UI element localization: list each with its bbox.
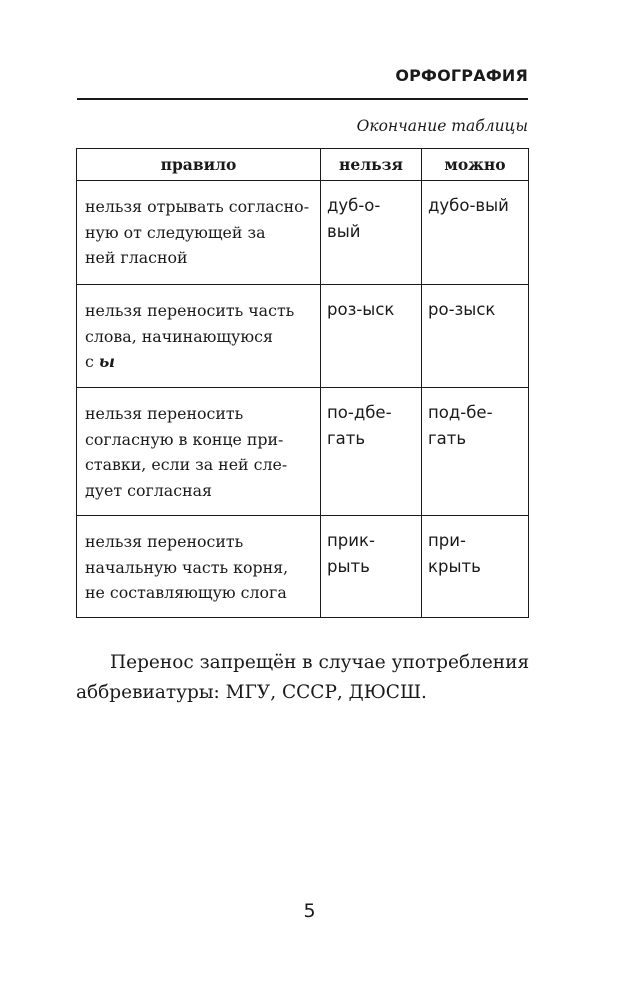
paragraph-line: Перенос запрещён в случае употребления (110, 652, 530, 673)
forbidden-example-line: по-дбе- (327, 403, 392, 422)
forbidden-example-line: вый (327, 222, 361, 241)
spelling-rules-table (76, 148, 529, 618)
table-header-row (77, 149, 529, 181)
allowed-example-line: дубо-вый (428, 196, 509, 215)
rule-text-prefix: с (85, 352, 99, 371)
rule-cell (77, 285, 321, 388)
forbidden-example-line: роз-ыск (327, 300, 395, 319)
section-title: ОРФОГРАФИЯ (395, 66, 528, 85)
rule-text-line: нельзя переносить часть (85, 301, 295, 320)
forbidden-example-line: гать (327, 429, 366, 448)
rule-text-line: не составляющую слога (85, 583, 287, 602)
rule-text-line: нельзя отрывать согласно- (85, 197, 310, 216)
rule-text-line: ней гласной (85, 248, 188, 267)
column-header-forbidden: нельзя (321, 149, 422, 181)
rule-text-line: нельзя переносить (85, 404, 244, 423)
body-paragraph (76, 648, 531, 708)
paragraph-line: аббревиатуры: МГУ, СССР, ДЮСШ. (76, 682, 427, 703)
header-divider (77, 98, 528, 100)
forbidden-example-cell (321, 516, 422, 618)
allowed-example-line: под-бе- (428, 403, 493, 422)
table-row (77, 181, 529, 285)
table-row (77, 516, 529, 618)
allowed-example-cell (422, 285, 529, 388)
rule-text-line: начальную часть корня, (85, 557, 289, 577)
page-number: 5 (303, 900, 316, 922)
allowed-example-line: гать (428, 429, 467, 448)
allowed-example-cell (422, 516, 529, 618)
allowed-example-cell (422, 181, 529, 285)
rule-cell (77, 181, 321, 285)
table-row (77, 388, 529, 516)
forbidden-example-line: прик- (327, 531, 375, 550)
rule-text-line: ставки, если за ней сле- (85, 455, 288, 474)
rule-cell (77, 516, 321, 618)
forbidden-example-cell (321, 388, 422, 516)
forbidden-example-line: рыть (327, 557, 370, 576)
allowed-example-line: крыть (428, 557, 481, 576)
column-header-rule: правило (77, 149, 321, 181)
highlighted-letter: ы (98, 352, 115, 371)
rule-text-line: ную от следующей за (85, 222, 266, 242)
rule-cell (77, 388, 321, 516)
table-row (77, 285, 529, 388)
column-header-allowed: можно (422, 149, 529, 181)
allowed-example-cell (422, 388, 529, 516)
rule-text-line (85, 349, 312, 375)
rule-text-line: слова, начинающуюся (85, 326, 273, 346)
forbidden-example-cell (321, 285, 422, 388)
table-caption: Окончание таблицы (356, 117, 528, 135)
rule-text-line: согласную в конце при- (85, 429, 284, 449)
allowed-example-line: при- (428, 531, 466, 550)
forbidden-example-cell (321, 181, 422, 285)
rule-text-line: нельзя переносить (85, 532, 244, 551)
forbidden-example-line: дуб-о- (327, 196, 381, 215)
rule-text-line: дует согласная (85, 480, 212, 500)
allowed-example-line: ро-зыск (428, 300, 496, 319)
